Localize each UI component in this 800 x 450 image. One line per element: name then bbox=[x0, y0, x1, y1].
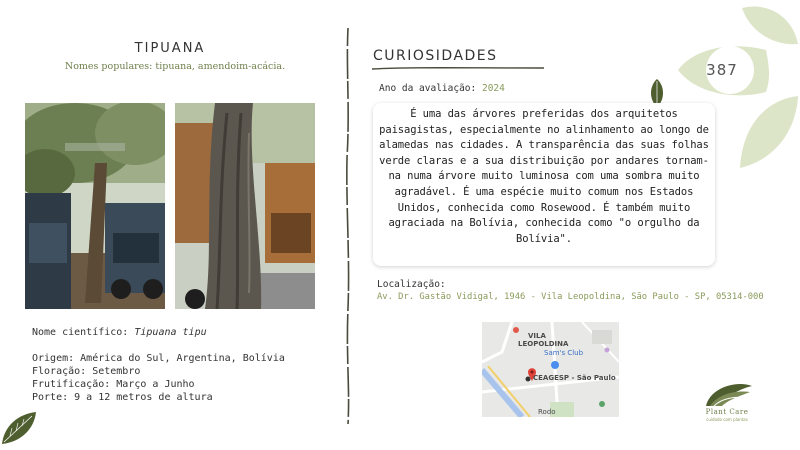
tree-info bbox=[32, 326, 285, 404]
evaluation-year-label: Ano da avaliação: bbox=[379, 83, 477, 94]
flowering: Floração: Setembro bbox=[32, 366, 141, 377]
popular-names: Nomes populares: tipuana, amendoim-acácia. bbox=[64, 61, 286, 72]
origin: Origem: América do Sul, Argentina, Bolívia bbox=[32, 353, 285, 364]
page-number: 387 bbox=[706, 61, 738, 79]
tree-title: TIPUANA bbox=[134, 41, 206, 56]
title-underline bbox=[370, 64, 546, 72]
scientific-name-label: Nome científico: bbox=[32, 327, 129, 338]
plant-care-tagline: cuidado com plantas bbox=[706, 417, 748, 422]
plant-care-logo-text: Plant Care bbox=[705, 408, 749, 416]
map-label-sams-club: Sam's Club bbox=[544, 349, 584, 357]
tree-size: Porte: 9 a 12 metros de altura bbox=[32, 392, 213, 403]
curiosities-card bbox=[373, 103, 715, 266]
map-label-vila: VILA bbox=[528, 332, 546, 340]
fruiting: Frutificação: Março a Junho bbox=[32, 379, 195, 390]
leaf-icon-bottom-left bbox=[0, 408, 38, 446]
tree-photo-trunk bbox=[175, 103, 315, 309]
curiosities-text: É uma das árvores preferidas dos arquitetos paisagistas, especialmente no alinhamento ao longo de alamedas nas cidades. A transparência das suas folhas verde claras e a sua distribuição por andares tornam-na numa árvore muito luminosa com uma sombra muito agradável. É uma espécie muito comum nos Estados Unidos, conhecida como Rosewood. É também muito agraciada na Bolívia, conhecida como "o orgulho da Bolívia". bbox=[379, 108, 709, 245]
leaf-top bbox=[742, 7, 798, 45]
map-label-rodo: Rodo bbox=[538, 408, 556, 416]
vertical-divider bbox=[344, 28, 352, 424]
map-label-leopoldina: LEOPOLDINA bbox=[518, 340, 569, 348]
curiosities-title: CURIOSIDADES bbox=[373, 48, 498, 64]
scientific-name bbox=[32, 326, 285, 339]
location-address: Av. Dr. Gastão Vidigal, 1946 - Vila Leopoldina, São Paulo - SP, 05314-000 bbox=[377, 292, 764, 302]
evaluation-year bbox=[379, 83, 505, 94]
location-map[interactable] bbox=[482, 322, 619, 417]
map-label-ceagesp: CEAGESP - São Paulo bbox=[533, 374, 616, 382]
evaluation-year-value: 2024 bbox=[481, 83, 505, 94]
scientific-name-value: Tipuana tipu bbox=[134, 327, 207, 338]
leaf-bottom bbox=[740, 96, 798, 168]
tree-photo-canopy bbox=[25, 103, 165, 309]
location-label: Localização: bbox=[377, 279, 446, 290]
